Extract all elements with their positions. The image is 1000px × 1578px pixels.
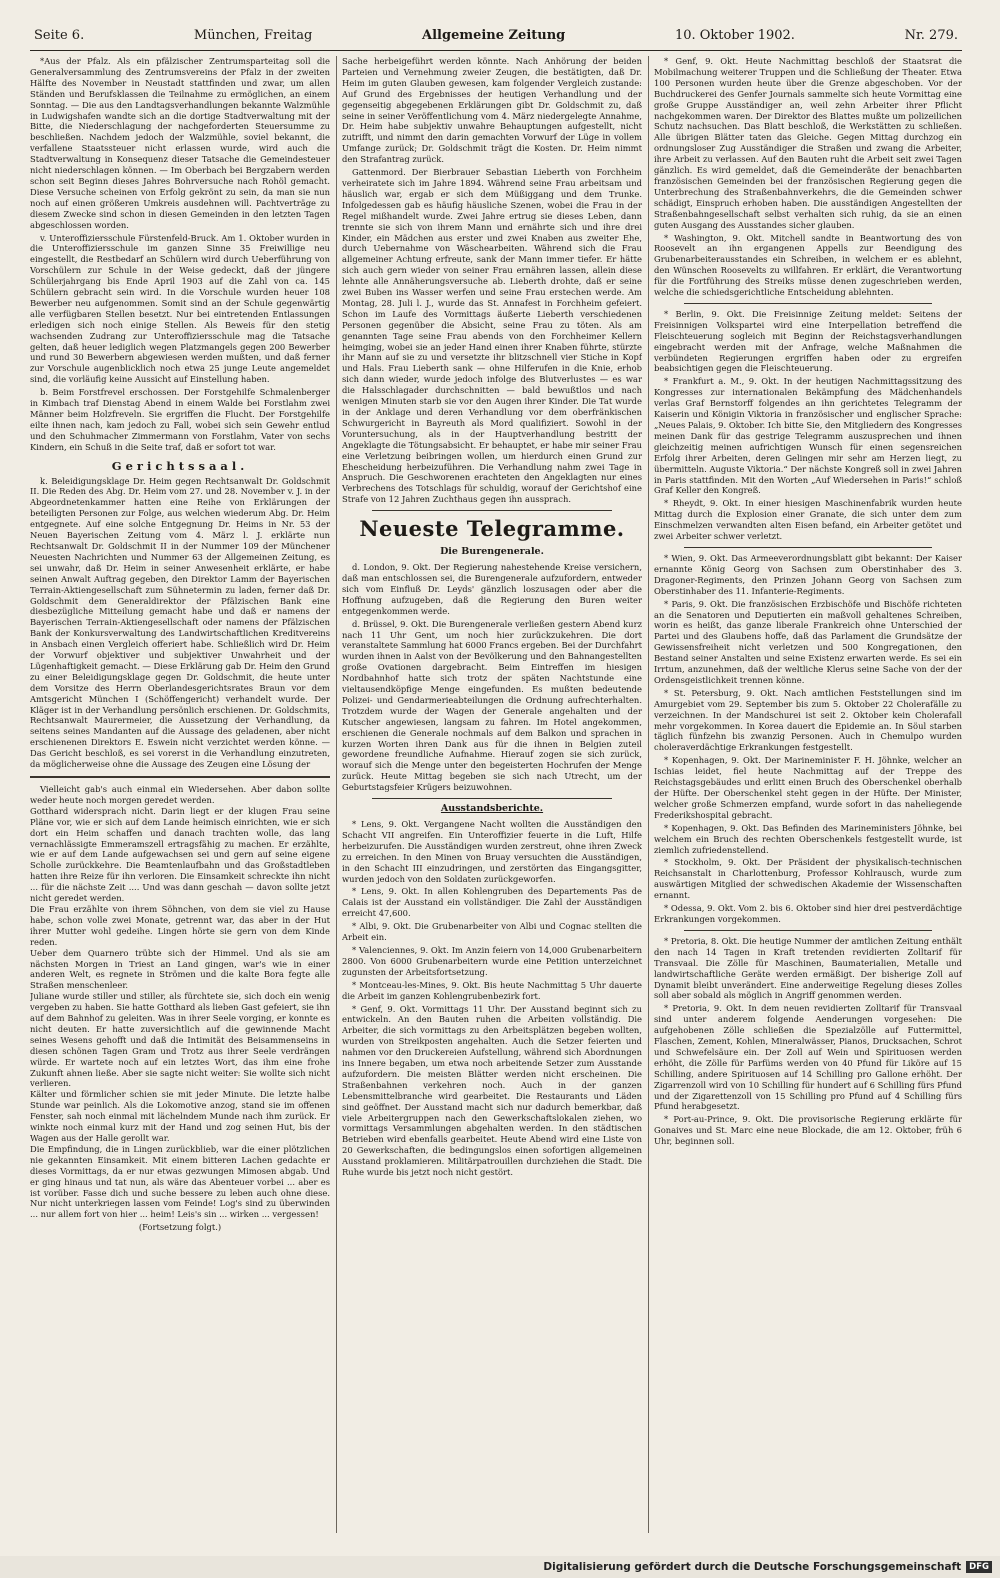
article-gericht-continued: Sache herbeigeführt werden könnte. Nach Anhörung der beiden Parteien und Vernehmung zweier Zeugen, die bestätigten, daß Dr. Heim im guten Glauben gewesen, kam folgender Vergleich zustande: Auf Grund des Ergebnisses der heutigen Verhandlung und der gegenseitig abgegebenen Erklärungen gibt Dr. Goldschmit zu, daß seine in seiner Veröffentlichung vom 4. März niedergelegte Annahme, Dr. Heim habe subjektiv unwahre Behauptungen aufgestellt, nicht zutrifft, und nimmt den darin gemachten Vorwurf der Lüge in vollem Umfange zurück; Dr. Goldschmit trägt die Kosten. Dr. Heim nimmt den Strafantrag zurück.: [342, 56, 642, 165]
telegram-kopenhagen-2: * Kopenhagen, 9. Okt. Das Befinden des Marineministers Jöhnke, bei welchem ein Bruch des rechten Oberschenkels festgestellt wurde, ist ziemlich zufriedenstellend.: [654, 822, 962, 855]
telegram-genf-2: * Genf, 9. Okt. Heute Nachmittag beschloß der Staatsrat die Mobilmachung weiterer Truppen und die Schließung der Theater. Etwa 100 Personen wurden heute über die Grenze abgeschoben. Vor der Buchdruckerei des Genfer Journals sammelte sich heute Vormittag eine große Gruppe Ausständiger an, weil zehn Arbeiter ihrer Pflicht nachgekommen waren. Der Direktor des Blattes mußte um polizeilichen Schutz nachsuchen. Das Blatt beschloß, die Werkstätten zu schließen. Alle übrigen Blätter taten das Gleiche. Gegen Mittag durchzog ein ordnungsloser Zug Ausständiger die Straßen und zwang die Arbeiter, ihre Arbeit zu verlassen. Auf den Bauten ruht die Arbeit seit zwei Tagen gänzlich. Es wird gemeldet, daß die Gemeinderäte der benachbarten französischen Gemeinden bei der französischen Regierung gegen die Unterbrechung des Straßenbahnverkehrs, die die Gemeinden schwer schädigt, Einspruch erhoben haben. Die ausständigen Angestellten der Straßenbahngesellschaft selbst verhalten sich ruhig, da sie an einen guten Ausgang des Ausstandes sicher glauben.: [654, 56, 962, 230]
telegram-odessa: * Odessa, 9. Okt. Vom 2. bis 6. Oktober sind hier drei pestverdächtige Erkrankungen vorgekommen.: [654, 903, 962, 924]
telegram-petersburg: * St. Petersburg, 9. Okt. Nach amtlichen Feststellungen sind im Amurgebiet vom 29. September bis zum 5. Oktober 22 Cholerafälle zu verzeichnen. In der Mandschurei ist seit 2. Oktober kein Cholerafall mehr vorgekommen. In Korea dauert die Epidemie an. In Söul starben täglich fünfzehn bis zwanzig Personen. Auch in Chemulpo wurden choleraverdächtige Erkrankungen festgestellt.: [654, 687, 962, 753]
digitization-footer: [0, 1556, 1000, 1578]
page-number: Seite 6.: [34, 28, 85, 43]
telegram-montceau: * Montceau-les-Mines, 9. Okt. Bis heute Nachmittag 5 Uhr dauerte die Arbeit im ganzen Kohlengrubenbezirk fort.: [342, 979, 642, 1001]
telegram-lens-2: * Lens, 9. Okt. In allen Kohlengruben des Departements Pas de Calais ist der Ausstand ein vollständiger. Die Zahl der Ausständigen erreicht 47,600.: [342, 886, 642, 919]
telegram-paris: * Paris, 9. Okt. Die französischen Erzbischöfe und Bischöfe richteten an die Senatoren und Deputierten ein maßvoll gehaltenes Schreiben, worin es heißt, das ganze liberale Frankreich ohne Unterschied der Partei und des Glaubens hoffe, daß das Parlament die Grundsätze der Gewissensfreiheit nicht verletzen und 500 Kongregationen, den Bestand seiner Anstalten und seine Existenz erwarten werde. Es sei ein Irrtum, anzunehmen, daß der weltliche Klerus seine Sache von der der Ordensgeistlichkeit trennen könne.: [654, 598, 962, 685]
telegram-genf-1: * Genf, 9. Okt. Vormittags 11 Uhr. Der Ausstand beginnt sich zu entwickeln. An den Bauten ruhen die Arbeiten vollständig. Die Arbeiter, die sich vormittags zu den Arbeitsplätzen begeben wollten, wurden von Streikposten angehalten. Auch die Setzer feierten und nahmen vor den Druckereien Aufstellung, während sich Abordnungen ins Innere begaben, um etwa noch arbeitende Setzer zum Ausstande aufzufordern. Die meisten Blätter werden nicht erscheinen. Die Straßenbahnen verkehren noch. Auch in der ganzen Lebensmittelbranche wird gearbeitet. Die Restaurants und Läden sind geöffnet. Der Ausstand macht sich nur dadurch bemerkbar, daß viele Arbeitergruppen nach den Gewerkschaftslokalen ziehen, wo vormittags Versammlungen abgehalten werden. In den städtischen Betrieben wird ebenfalls gearbeitet. Heute Abend wird eine Liste von 20 Gewerkschaften, die bedingungslos einen sofortigen allgemeinen Ausstand proklamieren. Militärpatrouillen durchziehen die Stadt. Die Ruhe wurde bis jetzt noch nicht gestört.: [342, 1003, 642, 1178]
article-gattenmord: Gattenmord. Der Bierbrauer Sebastian Lieberth von Forchheim verheiratete sich im Jahre 1894. Während seine Frau arbeitsam und häuslich war, ergab er sich dem Müßiggang und dem Trunke. Infolgedessen gab es häufig häusliche Szenen, wobei die Frau in der Regel mißhandelt wurde. Zwei Jahre ertrug sie dieses Leben, dann trennte sie sich von ihrem Mann und ernährte sich und ihre drei Kinder, ein Mädchen aus erster und zwei Knaben aus zweiter Ehe, durch Uebernahme von Wäschearbeiten. Während sich die Frau allgemeiner Achtung erfreute, sank der Mann immer tiefer. Er hätte sich auch gern wieder von seiner Frau ernähren lassen, allein diese lehnte alle Annäherungsversuche ab. Lieberth drohte, daß er seine zwei Buben ins Wasser werfen und seine Frau erstechen werde. Am Montag, 28. Juli l. J., wurde das St. Annafest in Forchheim gefeiert. Schon im Laufe des Vormittags äußerte Lieberth verschiedenen Personen gegenüber die Absicht, seine Frau zu töten. Als am genannten Tage seine Frau abends von den Forchheimer Kellern heimging, wobei sie an jeder Hand einen ihrer Knaben führte, stürzte ihr Mann auf sie zu und versetzte ihr blitzschnell vier Stiche in Kopf und Hals. Frau Lieberth sank — ohne Hilferufen in die Knie, erhob sich dann wieder, wurde jedoch infolge des Blutverlustes — es war die Halsschlagader durchschnitten — bald bewußtlos und nach wenigen Minuten starb sie vor den Augen ihrer Kinder. Die Tat wurde in der Anklage und deren Verhandlung vor dem oberfränkischen Schwurgericht in Bayreuth als Mord qualifiziert. Sowohl in der Voruntersuchung, als in der Hauptverhandlung bestritt der Angeklagte die Tötungsabsicht. Er behauptet, er habe mir seiner Frau eine Verletzung beibringen wollen, um hierdurch einen Grund zur Ehescheidung herbeizuführen. Die Verhandlung nahm zwei Tage in Anspruch. Die Geschworenen erachteten den Angeklagten nur eines Verbrechens des Totschlags für schuldig, worauf der Gerichtshof eine Strafe von 12 Jahren Zuchthaus gegen ihn aussprach.: [342, 167, 642, 505]
telegram-rheydt: * Rheydt, 9. Okt. In einer hiesigen Maschinenfabrik wurden heute Mittag durch die Explosion einer Granate, die sich unter dem zum Einschmelzen verwandten alten Eisen befand, ein Arbeiter getötet und zwei Arbeiter schwer verletzt.: [654, 498, 962, 542]
article-pfalz: *Aus der Pfalz. Als ein pfälzischer Zentrumsparteitag soll die Generalversammlung des Zentrumsvereins der Pfalz in der zweiten Hälfte des November in Neustadt stattfinden und zwar, um allen Ständen und Berufsklassen die Teilnahme zu ermöglichen, an einem Sonntag. — Die aus den Landtagsverhandlungen bekannte Walzmühle in Ludwigshafen wandte sich an die dortige Stadtverwaltung mit der Bitte, die Niederschlagung der nachgeforderten Steuersumme zu beschließen. Nachdem jedoch der Walzmühle, soviel bekannt, die verfallene Staatssteuer nicht erlassen wurde, wird auch die Stadtverwaltung in Konsequenz dieser Tatsache die Gemeindesteuer nicht niederschlagen können. — Im Oberbach bei Bergzabern werden schon seit Beginn dieses Jahres Bohrversuche nach Rohöl gemacht. Diese Versuche scheinen von Erfolg gekrönt zu sein, da man sie nun noch auf einen größeren Umkreis ausdehnen will. Pachtverträge zu diesem Zwecke sind schon in diesen Gemeinden in den letzten Tagen abgeschlossen worden.: [30, 56, 330, 230]
continuation-note: (Fortsetzung folgt.): [138, 1222, 222, 1233]
issue-number: Nr. 279.: [904, 28, 958, 43]
feuilleton-text: Vielleicht gab's auch einmal ein Wiedersehen. Aber dabon sollte weder heute noch morgen geredet werden. Gotthard widersprach nicht. Darin liegt er der klugen Frau seine Pläne vor, wie er sich auf dem Lande heimisch einrichten, wie er sich dort ein Heim schaffen und danach trachten wolle, das lang vernachlässigte Emmeramszell ertragsfähig zu machen. Er erzählte, wie er auf dem Lande aufgewachsen sei und gern auf seine eigene Scholle zurückkehre. Die Beamtenlaufbahn und das Großstadtleben hatten ihre Reize für ihn verloren. Die Einsamkeit schreckte ihn nicht ... für die nächste Zeit .... Und was dann geschah — davon sollte jetzt nicht geredet werden. Die Frau erzählte von ihrem Söhnchen, von dem sie viel zu Hause habe, schon volle zwei Monate, getrennt war, das aber in der Hut ihrer Mutter wohl gedeihe. Lingen hörte sie gern von dem Kinde reden. Ueber dem Quarnero trübte sich der Himmel. Und als sie am nächsten Morgen in Triest an Land gingen, war's wie in einer anderen Welt, es regnete in Strömen und die kalte Bora fegte alle Straßen menschenleer. Juliane wurde stiller und stiller, als fürchtete sie, sich doch ein wenig vergeben zu haben. Sie hatte Gotthard als lieben Gast gefeiert, sie ihn auf dem Bahnhof zu geleiten. Was in ihrer Seele vorging, er konnte es nicht deuten. Er hatte zuversichtlich auf die gewinnende Macht seines Wesens gehofft und daß die Intimität des Beisammenseins in diesen schönen Tagen Gram und Trotz aus ihrer Seele verdrängen würde. Er wartete noch auf ein letztes Wort, das ihm eine frohe Zukunft ahnen ließe. Aber sie sagte nicht weiter: Sie wollte sich nicht verlieren. Kälter und förmlicher schien sie mit jeder Minute. Die letzte halbe Stunde war peinlich. Als die Lokomotive anzog, stand sie im offenen Fenster, sah noch einmal mit lächelndem Munde nach ihm zurück. Er winkte noch einmal kurz mit der Hand und zog seinen Hut, bis der Wagen aus der Halle gerollt war. Die Empfindung, die in Lingen zurückblieb, war die einer plötzlichen nie gekannten Einsamkeit. Mit einem bitteren Lachen gedachte er dieses Vormittags, da er nur etwas gezwungen Mimosen abgab. Und er ging hinaus und tat nun, als wäre das Abenteuer vorbei ... aber es ist vorüber. Fasse dich und suche bessere zu leben auch ohne diese. Nur nicht unterkriegen lassen vom Feinde! Log's sind zu überwinden ... nur allem fort von hier ... heim! Leis's sin ... wirken ... vergessen!: [30, 784, 330, 1220]
telegram-albi: * Albi, 9. Okt. Die Grubenarbeiter von Albi und Cognac stellten die Arbeit ein.: [342, 921, 642, 943]
telegram-berlin: * Berlin, 9. Okt. Die Freisinnige Zeitung meldet: Seitens der Freisinnigen Volkspartei wird eine Interpellation betreffend die Fleischteuerung sogleich mit Beginn der Reichstagsverhandlungen eingebracht werden mit der Anfrage, welche Maßnahmen die verbündeten Regierungen ergriffen haben oder zu ergreifen beabsichtigen gegen die Fleischteuerung.: [654, 308, 962, 374]
telegram-stockholm: * Stockholm, 9. Okt. Der Präsident der physikalisch-technischen Reichsanstalt in Charlottenburg, Professor Kohlrausch, wurde zum auswärtigen Mitglied der schwedischen Akademie der Wissenschaften ernannt.: [654, 857, 962, 901]
telegram-port-au-prince: * Port-au-Prince, 9. Okt. Die provisorische Regierung erklärte für Gonaives und St. Marc eine neue Blockade, die am 12. Oktober, früh 6 Uhr, beginnen soll.: [654, 1114, 962, 1147]
section-title-gerichtssaal: Gerichtssaal.: [111, 458, 249, 473]
subsection-ausstandsberichte: Ausstandsberichte.: [440, 803, 544, 815]
subsection-burengenerale: Die Burengenerale.: [440, 546, 544, 558]
telegram-lens-1: * Lens, 9. Okt. Vergangene Nacht wollten die Ausständigen den Schacht VII angreifen. Ein Unteroffizier feuerte in die Luft, Hilfe herbeizurufen. Die Ausständigen wurden zerstreut, ohne ihren Zweck zu erreichen. In den Minen von Bruay versuchten die Ausständigen, in den Schacht III einzudringen, und zerstörten das Eingangsgitter, wurden jedoch von den Soldaten zurückgeworfen.: [342, 819, 642, 884]
place-day: München, Freitag: [193, 28, 313, 43]
article-beleidigungsklage: k. Beleidigungsklage Dr. Heim gegen Rechtsanwalt Dr. Goldschmit II. Die Reden des Abg. Dr. Heim vom 27. und 28. November v. J. in der Abgeordnetenkammer hatten eine Reihe von Erklärungen der beteiligten Personen zur Folge, aus welchen wiederum Abg. Dr. Heim entgegnete. Auf eine solche Entgegnung Dr. Heims in Nr. 53 der Neuen Bayerischen Zeitung vom 4. März l. J. erklärte nun Rechtsanwalt Dr. Goldschmit II in der Nummer 109 der Münchener Neuesten Nachrichten und Nummer 63 der Allgemeinen Zeitung, es sei unwahr, daß Dr. Heim in seiner Anwesenheit erklärte, er habe seinen Anwalt Auftrag gegeben, den Direktor Lamm der Bayerischen Terrain-Aktiengesellschaft zum Sühnetermin zu laden, ferner daß Dr. Goldschmit dem Generaldirektor der Pfälzischen Bank eine diesbezügliche Mitteilung gemacht habe und daß er namens der Bayerischen Terrain-Aktiengesellschaft oder namens der Pfälzischen Bank der Konkursverwaltung des Landwirtschaftlichen Kreditvereins in Ansbach einen Vergleich offeriert habe. Schließlich wird Dr. Heim der Vorwurf objektiver und subjektiver Unwahrheit und der Lügenhaftigkeit gemacht. — Diese Erklärung gab Dr. Heim den Grund zu einer Beleidigungsklage gegen Dr. Goldschmit, die heute unter dem Vorsitze des Herrn Oberlandesgerichtsrates Braun vor dem Amtsgericht München I (Schöffengericht) verhandelt wurde. Der Kläger ist in der Verhandlung persönlich erschienen. Dr. Goldschmits, Rechtsanwalt Maurermeier, die Aussetzung der Verhandlung, da seitens seines Mandanten auf die Aussage des geladenen, aber nicht erschienenen Direktors E. Eswein nicht verzichtet werden könne. — Das Gericht beschloß, es sei vorerst in die Verhandlung einzutreten, da möglicherweise ohne die Aussage des Zeugen eine Lösung der: [30, 475, 330, 770]
telegram-kopenhagen-1: * Kopenhagen, 9. Okt. Der Marineminister F. H. Jöhnke, welcher an Ischias leidet, fiel heute Nachmittag auf der Treppe des Reichstagsgebäudes und erlitt einen Bruch des Oberschenkel oberhalb der Hüfte. Der Oberschenkel steht gegen in der Hüfte. Der Minister, welcher große Schmerzen empfand, wurde sofort in das naheliegende Frederikshospital gebracht.: [654, 755, 962, 820]
telegram-washington: * Washington, 9. Okt. Mitchell sandte in Beantwortung des von Roosevelt an ihn ergangenen Appells zur Beendigung des Grubenarbeiterausstandes ein Schreiben, in welchem er es ablehnt, den Wünschen Roosevelts zu willfahren. Er erklärt, die Verantwortung für die Fortführung des Streiks müsse denen zugeschrieben werden, welche die schiedsgerichtliche Entscheidung ablehnten.: [654, 232, 962, 298]
running-header: [30, 28, 962, 51]
divider: [372, 798, 612, 799]
divider: [372, 510, 612, 511]
article-unteroffiziersschule: v. Unteroffiziersschule Fürstenfeld-Bruck. Am 1. Oktober wurden in die Unteroffiziersschule im ganzen Sinne 35 Freiwillige neu eingestellt, die Restbedarf an Schülern wird durch Ueberführung von Vorschülern zur Schule in der Weise gedeckt, daß der jüngere Schülerjahrgang bis Ende April 1903 auf die Zahl von ca. 145 Schülern gebracht sein wird. In die Vorschule wurden heuer 108 Bewerber neu aufgenommen. Somit sind an der Schule gegenwärtig alle verfügbaren Stellen besetzt. Nur bei eintretenden Entlassungen erledigen sich noch einige Stellen. Als Beweis für den stetig wachsenden Zudrang zur Unteroffiziersschule mag die Tatsache gelten, daß heuer lediglich wegen Platzmangels gegen 200 Bewerber und rund 30 Bewerbern abgewiesen werden mußten, und daß ferner zur Vorschule augenblicklich noch etwa 25 junge Leute angemeldet sind, die vorläufig keine Aussicht auf Einstellung haben.: [30, 232, 330, 385]
column-rule: [336, 56, 337, 1533]
column-rule: [648, 56, 649, 1533]
section-title-neueste-telegramme: Neueste Telegramme.: [359, 516, 625, 542]
issue-date: 10. Oktober 1902.: [674, 28, 795, 43]
article-forstfrevel: b. Beim Forstfrevel erschossen. Der Forstgehilfe Schmalenberger in Kimbach traf Dienstag Abend in einem Walde bei Forstlahm zwei Männer beim Holzfreveln. Sie ergriffen die Flucht. Der Forstgehilfe eilte ihnen nach, kam jedoch zu Fall, wobei sich sein Gewehr entlud und den Schuhmacher Zimmermann von Forstlahm, Vater von sechs Kindern, ein Schuß in die Seite traf, daß er sofort tot war.: [30, 387, 330, 452]
telegram-wien: * Wien, 9. Okt. Das Armeeverordnungsblatt gibt bekannt: Der Kaiser ernannte König Georg von Sachsen zum Oberstinhaber des 3. Dragoner-Regiments, den Prinzen Johann Georg von Sachsen zum Oberstinhaber des 11. Infanterie-Regiments.: [654, 552, 962, 596]
columns: [30, 56, 962, 1533]
newspaper-title: Allgemeine Zeitung: [422, 28, 566, 43]
telegram-pretoria-2: * Pretoria, 9. Okt. In dem neuen revidierten Zolltarif für Transvaal sind unter anderem folgende Aenderungen vorgesehen: Die aufgehobenen Zölle schließen die Spezialzölle auf Futtermittel, Flaschen, Zement, Kohlen, Mineralwässer, Pianos, Drucksachen, Schrot und Schwefelsäure ein. Der Zoll auf Wein und Spirituosen werden erhöht, die Zölle für Parfüms werden von 40 Pfund für Liköre auf 15 Schilling, andere Spirituosen auf 14 Schilling pro Gallone erhöht. Der Zigarrenzoll wird von 10 Schilling für hundert auf 6 Schilling fürs Pfund und der Zigarettenzoll von 15 Schilling pro Pfund auf 4 Schilling fürs Pfund herabgesetzt.: [654, 1003, 962, 1112]
telegram-bruessel: d. Brüssel, 9. Okt. Die Burengenerale verließen gestern Abend kurz nach 11 Uhr Gent, um noch hier zurückzukehren. Die dort veranstaltete Sammlung hat 6000 Francs ergeben. Bei der Durchfahrt wurden ihnen in Aalst von der Bevölkerung und den Bahnangestellten große Ovationen dargebracht. Beim Eintreffen im hiesigen Nordbahnhof hatte sich trotz der späten Nachtstunde eine vieltausendköpfige Menge eingefunden. Es mußten bedeutende Polizei- und Gendarmerieabteilungen die Ordnung aufrechterhalten. Trotzdem wurde der Wagen der Generale angehalten und der Kutscher angewiesen, langsam zu fahren. Im Hotel angekommen, erschienen die Generale nochmals auf dem Balkon und sprachen in kurzen Worten ihren Dank aus für die ihnen in Belgien zuteil gewordene freundliche Aufnahme. Hierauf zogen sie sich zurück, worauf sich die Menge unter den begeisterten Hochrufen der Menge zurück. Heute Mittag begeben sie sich nach Utrecht, um der Geburtstagsfeier Krügers beizuwohnen.: [342, 618, 642, 793]
column-2: [342, 56, 642, 1533]
feuilleton-rule: [30, 776, 330, 778]
telegram-frankfurt: * Frankfurt a. M., 9. Okt. In der heutigen Nachmittagssitzung des Kongresses zur internationalen Bekämpfung des Mädchenhandels verlas Graf Bernstorff folgendes an ihn gerichtetes Telegramm der Kaiserin und Königin Viktoria in französischer und englischer Sprache: „Neues Palais, 9. Oktober. Ich bitte Sie, den Mitgliedern des Kongresses meinen Dank für das gestrige Telegramm auszusprechen und ihnen gleichzeitig meinen aufrichtigen Wunsch für einen segensreichen Erfolg ihrer Arbeiten, deren Gelingen mir sehr am Herzen liegt, zu übermitteln. Auguste Viktoria.“ Der nächste Kongreß soll in zwei Jahren in Paris stattfinden. Mit den Worten „Auf Wiedersehen in Paris!“ schloß Graf Keller den Kongreß.: [654, 376, 962, 496]
telegram-valenciennes: * Valenciennes, 9. Okt. Im Anzin feiern von 14,000 Grubenarbeitern 2800. Von 6000 Grubenarbeitern wurde eine Petition unterzeichnet zugunsten der Arbeitsfortsetzung.: [342, 944, 642, 977]
telegram-pretoria-1: * Pretoria, 8. Okt. Die heutige Nummer der amtlichen Zeitung enthält den nach 14 Tagen in Kraft tretenden revidierten Zolltarif für Transvaal. Die Zölle für Maschinen, Baumaterialien, Metalle und landwirtschaftliche Geräte werden ermäßigt. Der bisherige Zoll auf Dynamit bleibt unverändert. Eine anderweitige Regelung dieses Zolles soll aber sobald als möglich in Angriff genommen werden.: [654, 935, 962, 1001]
newspaper-page: [30, 28, 962, 1533]
divider: [684, 303, 932, 304]
column-3: [654, 56, 962, 1533]
footer-text: Digitalisierung gefördert durch die Deutsche Forschungsgemeinschaft: [543, 1561, 962, 1573]
divider: [684, 930, 932, 931]
column-1: [30, 56, 330, 1533]
telegram-london: d. London, 9. Okt. Der Regierung nahestehende Kreise versichern, daß man entschlossen sei, die Burengenerale aufzufordern, entweder sich vom Einfluß Dr. Leyds' gänzlich loszusagen oder aber die Hoffnung aufzugeben, daß die Regierung den Buren weiter entgegenkommen werde.: [342, 562, 642, 616]
divider: [684, 547, 932, 548]
dfg-logo: DFG: [966, 1561, 992, 1573]
